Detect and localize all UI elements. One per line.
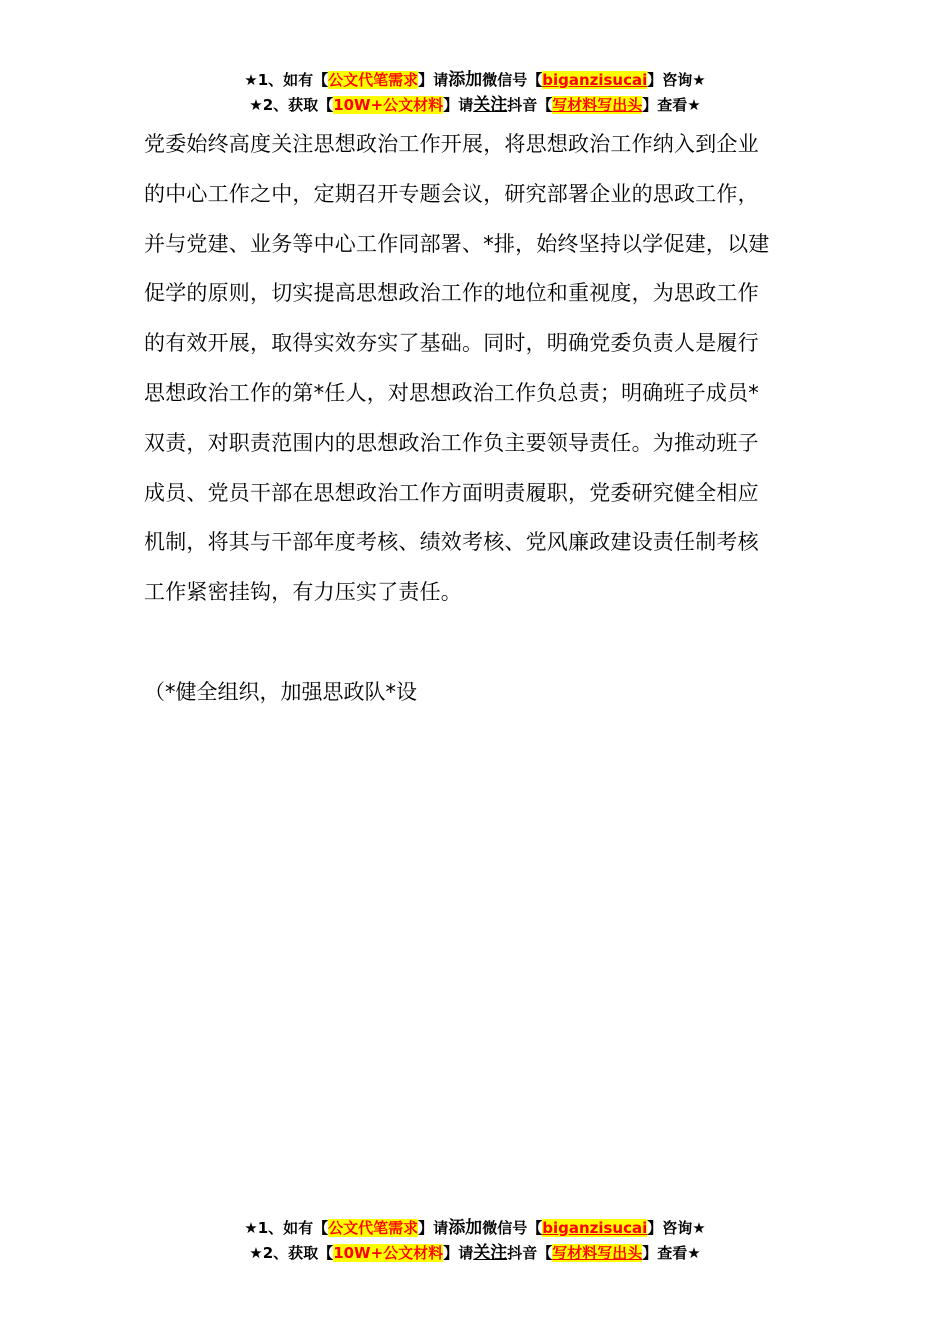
banner-line-2 [0,93,950,118]
douyin-account-link[interactable]: 写材料写出头 [552,96,643,114]
paragraph-line: 成员、党员干部在思想政治工作方面明责履职，党委研究健全相应 [144,480,759,505]
banner-text: 微信号【 [482,1219,543,1237]
highlight-materials: 10W+公文材料 [333,96,444,114]
paragraph-line: 机制，将其与干部年度考核、绩效考核、党风廉政建设责任制考核 [144,530,759,555]
banner-text: 】请 [443,1244,474,1262]
paragraph-line: 并与党建、业务等中心工作同部署、*排，始终坚持以学促建，以建 [144,231,770,256]
paragraph-line: 党委始终高度关注思想政治工作开展，将思想政治工作纳入到企业 [144,132,759,156]
banner-text: 】咨询★ [647,1219,706,1237]
highlight-service: 公文代笔需求 [328,71,419,89]
wechat-id-link[interactable]: biganzisucai [542,1219,648,1237]
banner-line-1 [0,1216,950,1241]
paragraph-line: 的有效开展，取得实效夯实了基础。同时，明确党委负责人是履行 [144,331,759,356]
banner-text: 】请 [418,1219,449,1237]
body-paragraph [144,120,810,618]
banner-text: 】查看★ [642,1244,701,1262]
header-banner [0,68,950,118]
banner-emphasis: 添加 [448,70,483,90]
paragraph-line: 双责，对职责范围内的思想政治工作负主要领导责任。为推动班子 [144,430,759,455]
banner-text: ★2、获取【 [249,96,334,114]
douyin-account-link[interactable]: 写材料写出头 [552,1244,643,1262]
banner-emphasis: 添加 [448,1218,483,1238]
paragraph-line: 促学的原则，切实提高思想政治工作的地位和重视度，为思政工作 [144,281,759,306]
banner-line-1 [0,68,950,93]
section-heading: （*健全组织，加强思政队*设 [144,680,417,704]
banner-text: ★1、如有【 [244,1219,329,1237]
banner-text: 抖音【 [507,1244,553,1262]
banner-emphasis: 关注 [473,1243,508,1263]
highlight-materials: 10W+公文材料 [333,1244,444,1262]
banner-text: 抖音【 [507,96,553,114]
banner-text: ★2、获取【 [249,1244,334,1262]
paragraph-line: 工作紧密挂钩，有力压实了责任。 [144,580,462,605]
banner-text: 】请 [443,96,474,114]
banner-text: 微信号【 [482,71,543,89]
paragraph-line: 思想政治工作的第*任人，对思想政治工作负总责；明确班子成员* [144,380,759,405]
footer-banner [0,1216,950,1266]
banner-text: 】请 [418,71,449,89]
banner-emphasis: 关注 [473,95,508,115]
banner-text: 】查看★ [642,96,701,114]
highlight-service: 公文代笔需求 [328,1219,419,1237]
banner-text: ★1、如有【 [244,71,329,89]
paragraph-line: 的中心工作之中，定期召开专题会议，研究部署企业的思政工作， [144,181,759,206]
banner-line-2 [0,1241,950,1266]
banner-text: 】咨询★ [647,71,706,89]
wechat-id-link[interactable]: biganzisucai [542,71,648,89]
